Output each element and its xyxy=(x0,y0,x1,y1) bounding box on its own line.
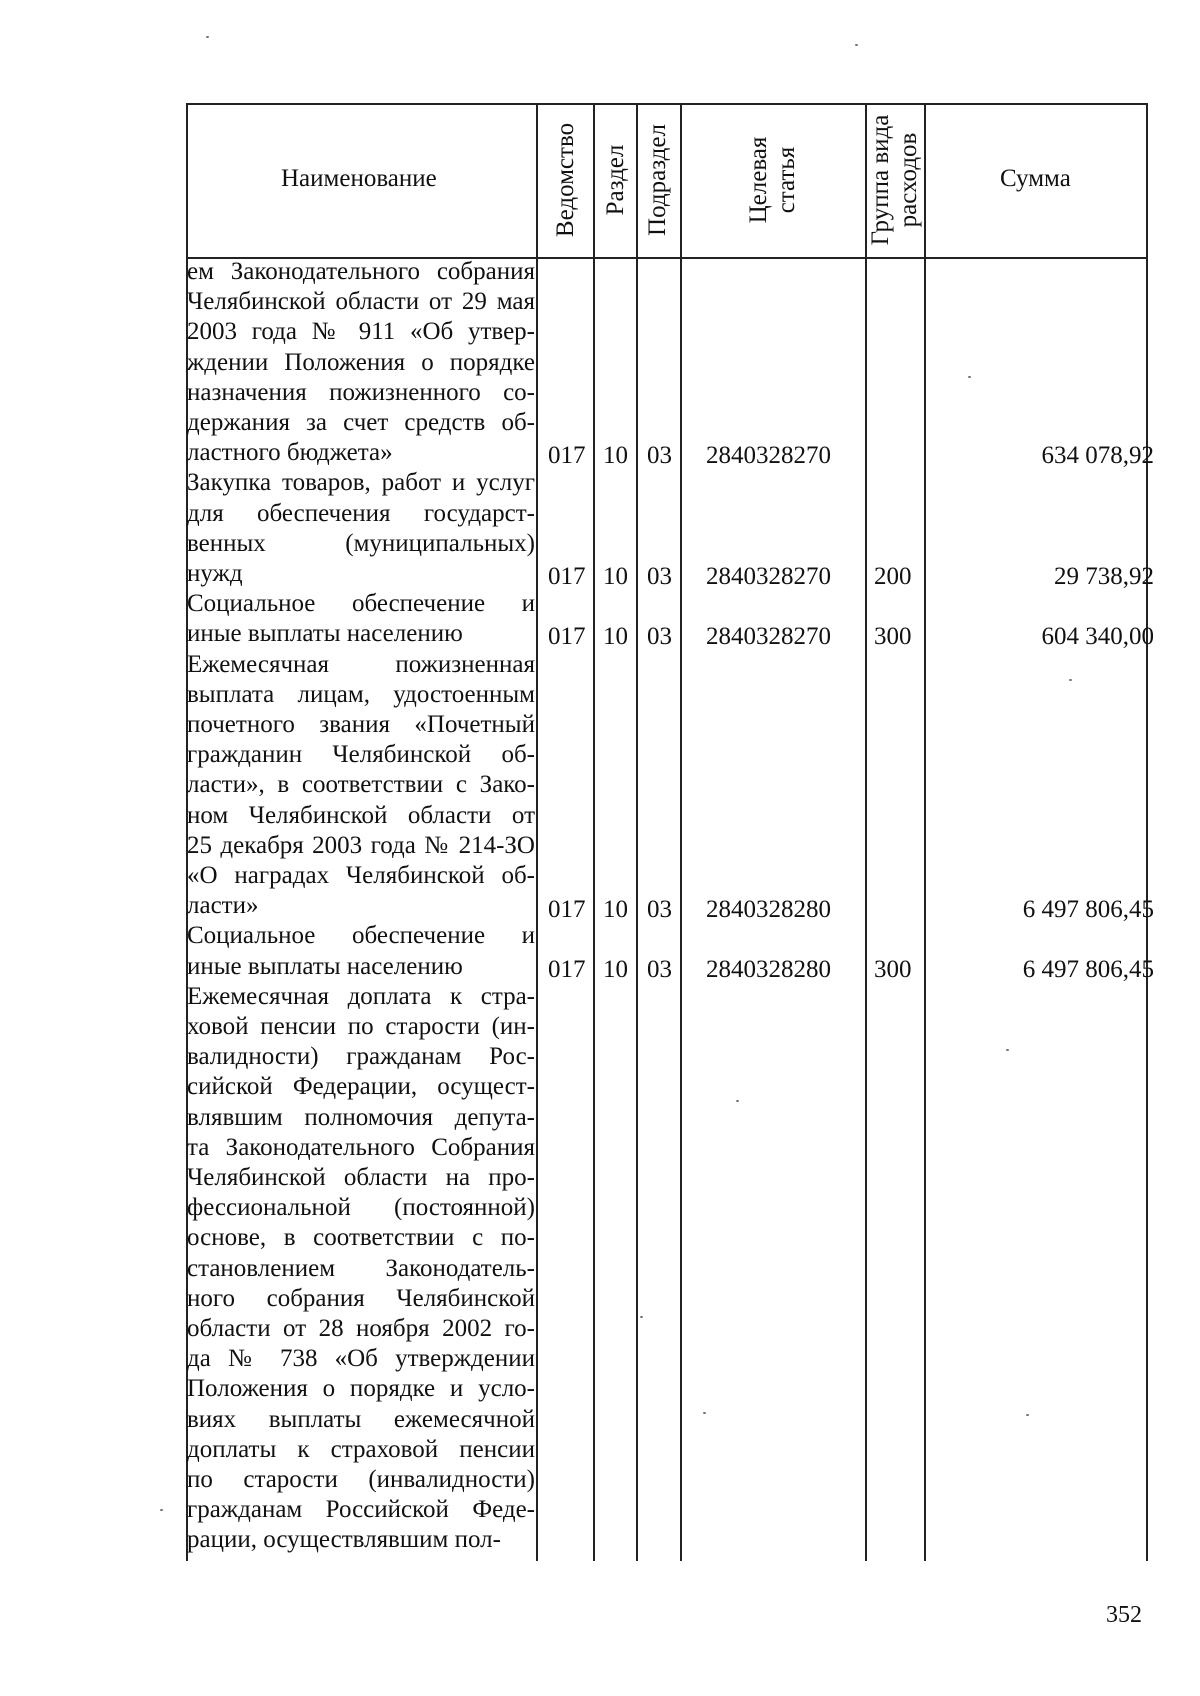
header-expense-group-line1: Группа вида xyxy=(867,114,894,246)
row6-name-line: влявшим полномочия депута- xyxy=(187,1103,535,1131)
row1-name-line: ластного бюджета» xyxy=(187,439,393,467)
row3-name-line: иные выплаты населению xyxy=(187,620,463,648)
row1-section: 10 xyxy=(603,442,628,469)
row2-name-line: для обеспечения государст- xyxy=(187,499,535,527)
row2-section: 10 xyxy=(603,563,628,590)
row4-name-line: ласти» xyxy=(187,892,259,920)
row2-name-line: венных (муниципальных) xyxy=(187,529,535,557)
page-number: 352 xyxy=(1106,1602,1142,1628)
row2-subsection: 03 xyxy=(647,563,672,590)
scan-speck xyxy=(855,44,858,46)
row6-name-line: сийской Федерации, осущест- xyxy=(187,1073,535,1101)
row3-section: 10 xyxy=(603,623,628,650)
row5-expense-group: 300 xyxy=(874,956,912,983)
scan-speck xyxy=(1026,1414,1029,1416)
scan-speck xyxy=(736,1100,739,1102)
col-divider-subsection xyxy=(680,103,682,1561)
row4-section: 10 xyxy=(603,896,628,923)
row1-amount: 634 078,92 xyxy=(1041,442,1154,469)
scan-speck xyxy=(1069,679,1072,681)
col-divider-name xyxy=(536,103,538,1561)
scan-speck xyxy=(206,36,209,38)
scan-speck xyxy=(160,1509,163,1511)
row4-amount: 6 497 806,45 xyxy=(1022,896,1154,923)
row5-target-article: 2840328280 xyxy=(706,956,831,983)
row4-name-line: «О наградах Челябинской об- xyxy=(187,862,535,889)
row6-name-line: основе, в соответствии с по- xyxy=(187,1224,535,1252)
row4-target-article: 2840328280 xyxy=(706,896,831,923)
row4-name-line: почетного звания «Почетный xyxy=(187,711,535,738)
row6-name-line: виях выплаты ежемесячной xyxy=(187,1405,535,1433)
row5-name-line: иные выплаты населению xyxy=(187,952,463,980)
scan-speck xyxy=(703,1412,706,1414)
row2-expense-group: 200 xyxy=(874,563,912,590)
row6-name-line: рации, осуществлявшим пол- xyxy=(187,1526,501,1554)
row2-target-article: 2840328270 xyxy=(706,563,831,590)
row6-name-line: Ежемесячная доплата к стра- xyxy=(187,982,535,1010)
scan-speck xyxy=(968,376,971,378)
row3-department: 017 xyxy=(548,623,586,650)
col-divider-expense-group xyxy=(924,103,926,1561)
row6-name-line: доплаты к страховой пенсии xyxy=(187,1435,535,1463)
row4-department: 017 xyxy=(548,896,586,923)
header-department: Ведомство xyxy=(552,122,579,238)
scan-speck xyxy=(640,1316,643,1318)
row6-name-line: ховой пенсии по старости (ин- xyxy=(187,1013,535,1040)
row3-amount: 604 340,00 xyxy=(1041,623,1154,650)
row1-name-line: ем Законодательного собрания xyxy=(187,258,535,285)
row3-expense-group: 300 xyxy=(874,623,912,650)
header-name: Наименование xyxy=(281,165,437,192)
row6-name-line: та Законодательного Собрания xyxy=(187,1133,535,1161)
row1-department: 017 xyxy=(548,442,586,469)
header-expense-group-line2: расходов xyxy=(895,132,922,228)
row5-section: 10 xyxy=(603,956,628,983)
header-subsection: Подраздел xyxy=(644,124,671,236)
row6-name-line: ного собрания Челябинской xyxy=(187,1284,535,1312)
row6-name-line: да № 738 «Об утверждении xyxy=(187,1345,535,1373)
row1-name-line: держания за счет средств об- xyxy=(187,409,535,436)
row4-name-line: выплата лицам, удостоенным xyxy=(187,680,535,708)
row6-name-line: Челябинской области на про- xyxy=(187,1164,535,1191)
row6-name-line: становлением Законодатель- xyxy=(187,1254,535,1282)
col-divider-department xyxy=(593,103,595,1561)
row4-name-line: Ежемесячная пожизненная xyxy=(187,650,535,678)
row4-name-line: ном Челябинской области от xyxy=(187,801,535,829)
row6-name-line: гражданам Российской Феде- xyxy=(187,1496,535,1524)
row6-name-line: Положения о порядке и усло- xyxy=(187,1375,535,1403)
scan-speck xyxy=(1006,1049,1009,1051)
header-target-article xyxy=(745,137,801,224)
row4-name-line: 25 декабря 2003 года № 214-ЗО xyxy=(187,831,535,859)
row2-name-line: нужд xyxy=(187,560,243,587)
row3-name-line: Социальное обеспечение и xyxy=(187,590,535,618)
row2-amount: 29 738,92 xyxy=(1054,563,1154,590)
table-top-border xyxy=(186,103,1146,105)
row2-name-line: Закупка товаров, работ и услуг xyxy=(187,469,535,497)
row4-name-line: ласти», в соответствии с Зако- xyxy=(187,771,535,799)
row1-name-line: назначения пожизненного со- xyxy=(187,378,535,406)
header-section: Раздел xyxy=(602,144,629,216)
row6-name-line: валидности) гражданам Рос- xyxy=(187,1043,535,1071)
row6-name-line: области от 28 ноября 2002 го- xyxy=(187,1315,535,1342)
header-target-article-line2: статья xyxy=(773,146,800,214)
col-divider-target xyxy=(865,103,867,1561)
header-expense-group xyxy=(867,115,923,246)
row5-amount: 6 497 806,45 xyxy=(1022,956,1154,983)
row1-target-article: 2840328270 xyxy=(706,442,831,469)
header-target-article-line1: Целевая xyxy=(745,136,772,224)
row6-name-line: фессиональной (постоянной) xyxy=(187,1194,535,1222)
row1-name-line: Челябинской области от 29 мая xyxy=(187,288,535,316)
row6-name-line: по старости (инвалидности) xyxy=(187,1466,535,1493)
row1-name-line: ждении Положения о порядке xyxy=(187,348,535,376)
row5-department: 017 xyxy=(548,956,586,983)
row3-target-article: 2840328270 xyxy=(706,623,831,650)
row3-subsection: 03 xyxy=(647,623,672,650)
row4-name-line: гражданин Челябинской об- xyxy=(187,741,535,769)
row1-subsection: 03 xyxy=(647,442,672,469)
col-divider-section xyxy=(636,103,638,1561)
table-right-border xyxy=(1146,103,1148,1561)
row4-subsection: 03 xyxy=(647,896,672,923)
row5-subsection: 03 xyxy=(647,956,672,983)
header-amount: Сумма xyxy=(1000,165,1071,192)
row2-department: 017 xyxy=(548,563,586,590)
row1-name-line: 2003 года № 911 «Об утвер- xyxy=(187,318,535,346)
row5-name-line: Социальное обеспечение и xyxy=(187,922,535,950)
